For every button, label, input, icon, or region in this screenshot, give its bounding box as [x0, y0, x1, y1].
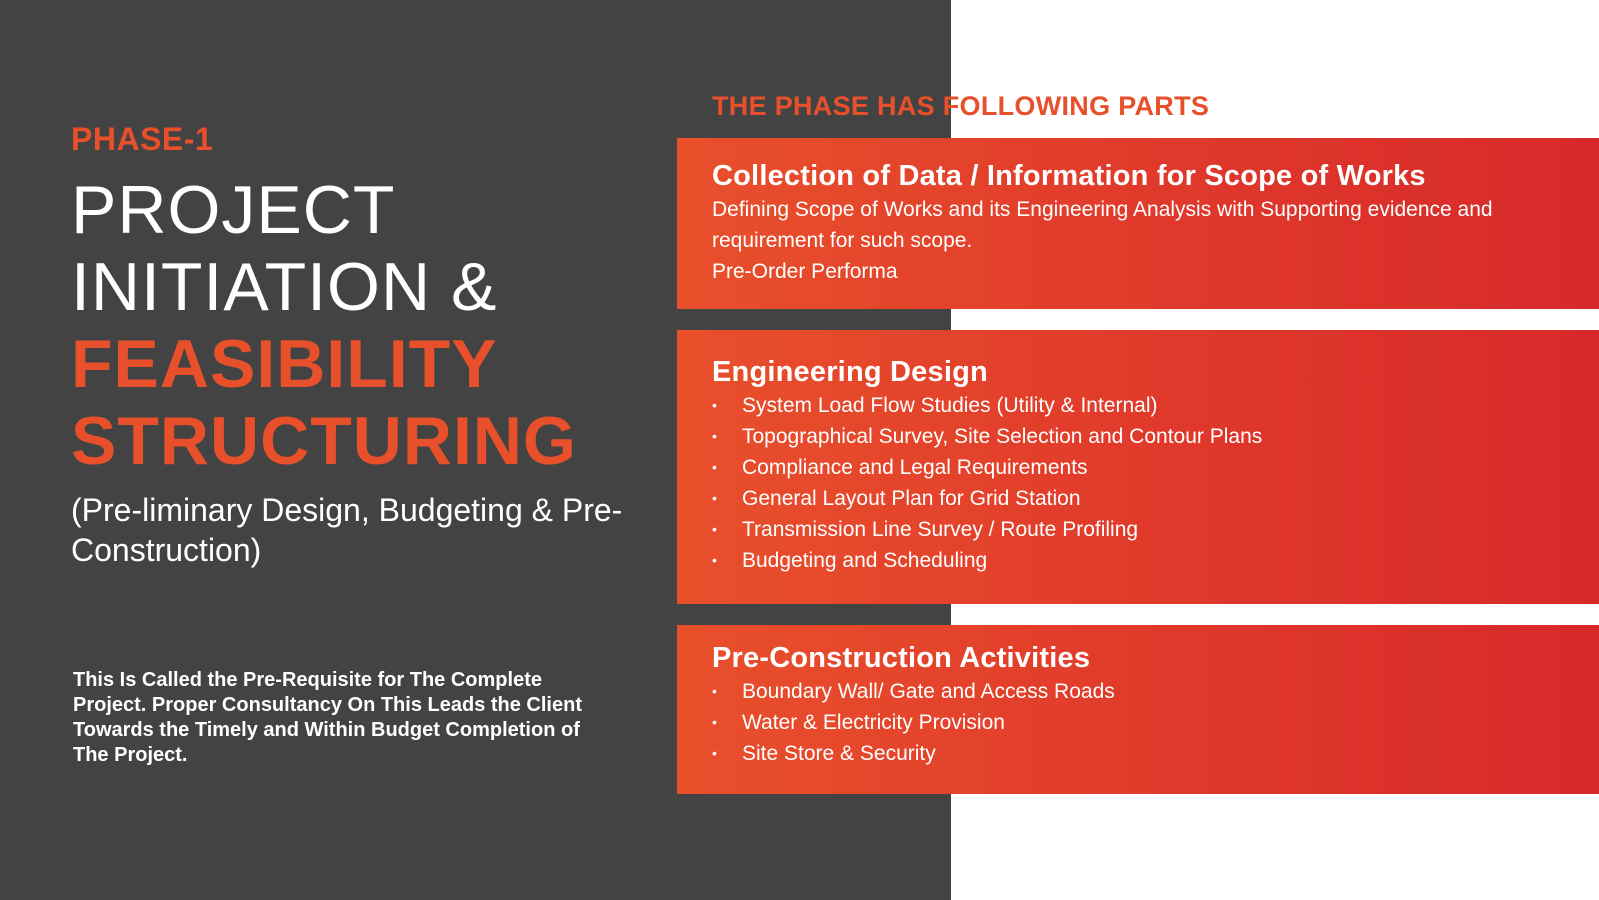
bullet-dot-icon: • — [712, 552, 717, 568]
card-title: Collection of Data / Information for Scope of Works — [712, 160, 1426, 192]
phase-description: This Is Called the Pre-Requisite for The Complete Project. Proper Consultancy On This Leads the Client Towards the Timely and Within Budget Completion of The Project. — [73, 669, 582, 766]
card-text: Defining Scope of Works and its Engineering Analysis with Supporting evidence and requirement for such scope. — [712, 198, 1493, 252]
subtitle: (Pre-liminary Design, Budgeting & Pre-Construction) — [71, 492, 623, 568]
bullet-dot-icon: • — [712, 714, 717, 730]
card-pre-construction — [677, 625, 1599, 794]
list-item: • Topographical Survey, Site Selection and Contour Plans — [712, 421, 1599, 452]
bullet-dot-icon: • — [712, 397, 717, 413]
title-line-structuring: STRUCTURING — [71, 403, 577, 479]
list-item: • General Layout Plan for Grid Station — [712, 483, 1599, 514]
bullet-list — [712, 676, 1599, 769]
list-item: • Site Store & Security — [712, 738, 1599, 769]
title-line-initiation: INITIATION & — [71, 249, 498, 325]
parts-heading: THE PHASE HAS FOLLOWING PARTS — [712, 91, 1210, 121]
card-title: Engineering Design — [712, 356, 988, 388]
bullet-dot-icon: • — [712, 490, 717, 506]
phase-label: PHASE-1 — [71, 121, 214, 157]
card-text: Pre-Order Performa — [712, 260, 898, 283]
list-item: • Water & Electricity Provision — [712, 707, 1599, 738]
bullet-dot-icon: • — [712, 745, 717, 761]
card-engineering-design — [677, 330, 1599, 604]
bullet-dot-icon: • — [712, 683, 717, 699]
title-line-project: PROJECT — [71, 172, 396, 248]
list-item: • Boundary Wall/ Gate and Access Roads — [712, 676, 1599, 707]
bullet-dot-icon: • — [712, 459, 717, 475]
title-line-feasibility: FEASIBILITY — [71, 326, 498, 402]
card-title: Pre-Construction Activities — [712, 642, 1091, 674]
bullet-dot-icon: • — [712, 521, 717, 537]
list-item: • System Load Flow Studies (Utility & Internal) — [712, 390, 1599, 421]
list-item: • Compliance and Legal Requirements — [712, 452, 1599, 483]
bullet-list — [712, 390, 1599, 576]
card-data-collection — [677, 138, 1599, 309]
bullet-dot-icon: • — [712, 428, 717, 444]
list-item: • Transmission Line Survey / Route Profiling — [712, 514, 1599, 545]
list-item: • Budgeting and Scheduling — [712, 545, 1599, 576]
